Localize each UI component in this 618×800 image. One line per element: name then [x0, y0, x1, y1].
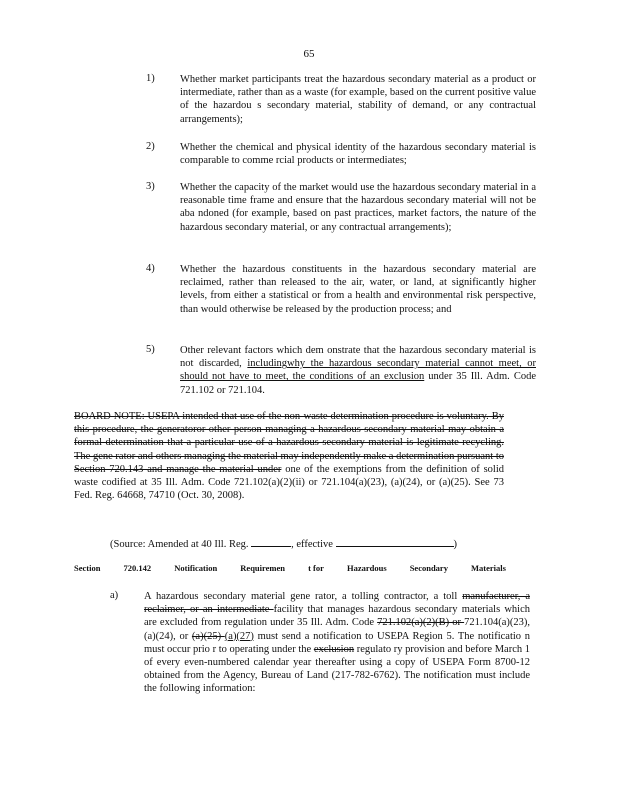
blank-line: [251, 536, 291, 547]
item-text: Other relevant factors which dem onstrate that the hazardous secondary material is not discarded, includingwhy the hazardous secondary material cannot meet, or should not have to meet, the conditions of an exclusion under 35 Ill. Adm. Code 721.102 or 721.104.: [180, 345, 537, 396]
section-heading: Section 720.142 Notification Requiremen t for Hazardous Secondary Materials: [74, 563, 506, 573]
deleted-text: exclusion: [313, 643, 355, 655]
deleted-text: BOARD NOTE: USEPA intended that use of the non-waste determination procedure is voluntary. By this procedure, the generatoror other person managing a hazardous secondary material may obtain a formal determination that a particular use of a hazardous secondary material is legitimate recycling. The gene rator and others managing the material may independently make a determination pursuant to Section 720.143 and manage the material under: [74, 411, 504, 475]
item-text: Whether the chemical and physical identity of the hazardous secondary material is comparable to comme rcial products or intermediates;: [180, 142, 536, 167]
inserted-text: including: [247, 358, 288, 370]
item-number: 5): [146, 344, 155, 355]
inserted-text: why the hazardous secondary material cannot meet, or should not have to meet, the conditions of an exclusion: [180, 358, 536, 383]
deleted-text: 721.102(a)(2)(B) or: [377, 617, 465, 629]
deleted-text: manufacturer, a reclaimer, or an intermediate: [144, 591, 530, 616]
source-note: (Source: Amended at 40 Ill. Reg. , effective ): [110, 536, 510, 550]
item-text: Whether market participants treat the hazardous secondary material as a product or intermediate, rather than as a waste (for example, based on the current positive value of the hazardou s secondary material, stability of demand, or any contractual arrangements);: [180, 74, 536, 125]
blank-line: [336, 536, 454, 547]
board-note: BOARD NOTE: USEPA intended that use of the non-waste determination procedure is voluntary. By this procedure, the generatoror other person managing a hazardous secondary material may obtain a formal determination that a particular use of a hazardous secondary material is legitimate recycling. The gene rator and others managing the material may independently make a determination pursuant to Section 720.143 and manage the material under one of the exemptions from the definition of solid waste codified at 35 Ill. Adm. Code 721.102(a)(2)(ii) or 721.104(a)(23), (a)(24), or (a)(25). See 73 Fed. Reg. 64668, 74710 (Oct. 30, 2008).: [74, 411, 505, 502]
item-number: 4): [146, 263, 155, 274]
page-number: 65: [303, 48, 315, 60]
subsection-text: A hazardous secondary material gene rator, a tolling contractor, a toll manufacturer, a reclaimer, or an intermediate facility that manages hazardous secondary materials which are excluded from regulation under 35 Ill. Adm. Code 721.102(a)(2)(B) or 721.104(a)(23), (a)(24), or (a)(25) (a)(27) must send a notification to USEPA Region 5. The notificatio n must occur prio r to operating under the exclusion regulato ry provision and before March 1 of every even-numbered calendar year thereafter using a copy of USEPA Form 8700-12 obtained from the Agency, Bureau of Land (217-782-6762). The notification must include the following information:: [144, 591, 530, 695]
item-number: 1): [146, 73, 155, 84]
item-number: 3): [146, 181, 155, 192]
item-number: 2): [146, 141, 155, 152]
deleted-text: (a)(25): [191, 630, 225, 642]
item-text: Whether the capacity of the market would use the hazardous secondary material in a reasonable time frame and ensure that the hazardous secondary material will not be aba ndoned (for example, based on past practices, market factors, the nature of the hazardous secondary material, or any contractual arrangements);: [180, 182, 536, 233]
subsection-number: a): [110, 590, 119, 601]
inserted-text: (a)(27): [224, 630, 254, 642]
item-text: Whether the hazardous constituents in the hazardous secondary material are reclaimed, rather than released to the air, water, or land, at significantly higher levels, from either a statistical or from a health and environmental risk perspective, than would otherwise be released by the production process; and: [180, 264, 536, 315]
